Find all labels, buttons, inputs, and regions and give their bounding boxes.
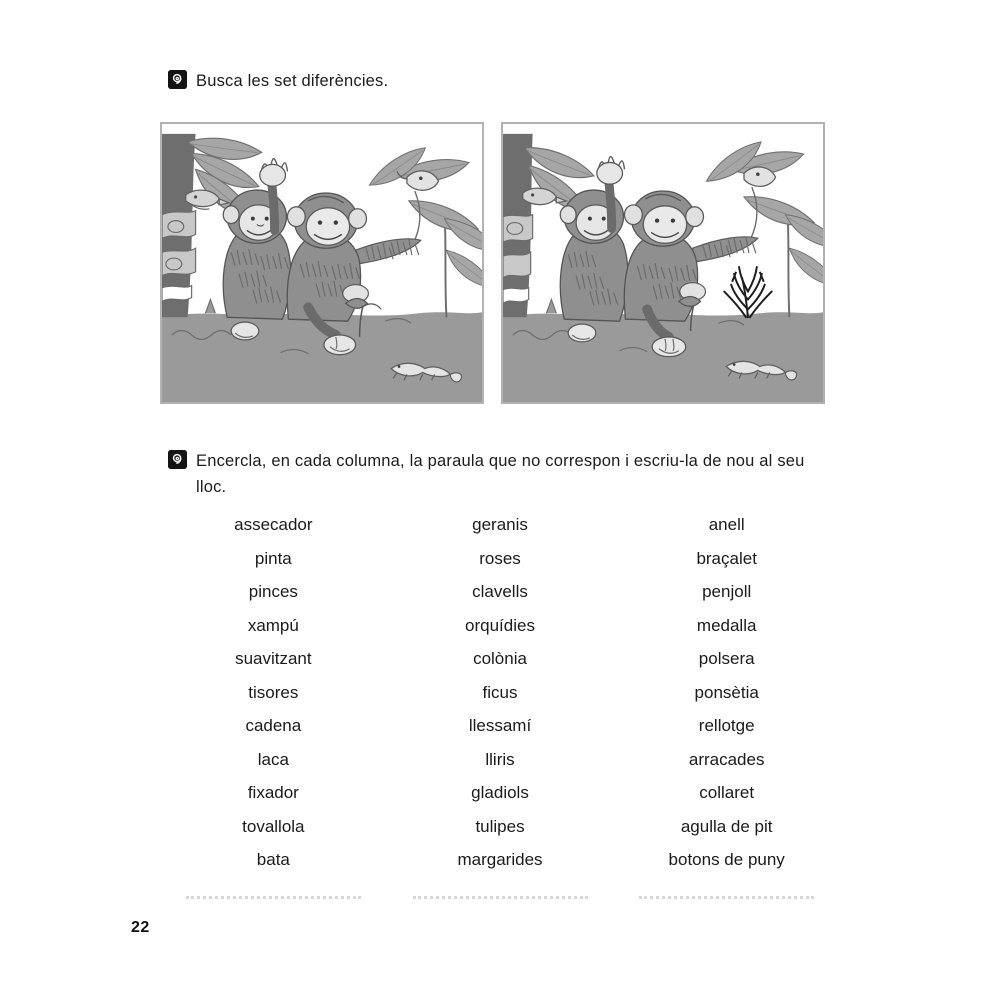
word-item[interactable]: collaret bbox=[699, 783, 755, 802]
page-number: 22 bbox=[131, 919, 150, 936]
word-item[interactable]: pinces bbox=[248, 582, 298, 601]
word-item[interactable]: gladiols bbox=[471, 783, 529, 802]
word-column-1 bbox=[160, 508, 387, 877]
word-item[interactable]: suavitzant bbox=[235, 649, 312, 668]
word-item[interactable]: medalla bbox=[696, 615, 757, 635]
word-item[interactable]: polsera bbox=[698, 649, 755, 668]
word-item[interactable]: lliris bbox=[485, 749, 515, 769]
word-item[interactable]: clavells bbox=[472, 582, 528, 601]
answer-slot-3 bbox=[613, 893, 840, 899]
spot-the-difference-illustration bbox=[160, 122, 825, 404]
word-item[interactable]: cadena bbox=[245, 716, 302, 735]
word-item[interactable]: tulipes bbox=[475, 816, 525, 836]
word-item[interactable]: arracades bbox=[688, 749, 765, 769]
word-item[interactable]: tisores bbox=[248, 682, 299, 702]
word-column-3 bbox=[613, 508, 840, 877]
exercise-2-heading bbox=[168, 448, 808, 500]
word-item[interactable]: roses bbox=[479, 548, 521, 568]
word-columns bbox=[160, 508, 840, 877]
spot-difference-panel-right bbox=[501, 122, 825, 404]
word-item[interactable]: penjoll bbox=[702, 582, 752, 601]
word-item[interactable]: ficus bbox=[482, 682, 518, 702]
numbered-marker-icon bbox=[168, 70, 187, 89]
answer-lines bbox=[160, 893, 840, 899]
word-item[interactable]: assecador bbox=[234, 515, 313, 534]
word-item[interactable]: anell bbox=[708, 515, 745, 534]
word-item[interactable]: xampú bbox=[247, 615, 299, 635]
word-item[interactable]: colònia bbox=[473, 649, 527, 668]
word-item[interactable]: margarides bbox=[457, 850, 543, 869]
exercise-1-heading bbox=[168, 68, 868, 94]
answer-line-column-2[interactable] bbox=[413, 893, 588, 899]
word-item[interactable]: pinta bbox=[254, 548, 292, 568]
word-item[interactable]: braçalet bbox=[696, 548, 757, 568]
word-item[interactable]: ponsètia bbox=[694, 682, 759, 702]
word-item[interactable]: orquídies bbox=[465, 615, 535, 635]
word-column-2 bbox=[387, 508, 614, 877]
spot-difference-panel-left bbox=[160, 122, 484, 404]
answer-slot-2 bbox=[387, 893, 614, 899]
numbered-marker-icon bbox=[168, 450, 187, 469]
word-item[interactable]: llessamí bbox=[468, 716, 532, 735]
answer-slot-1 bbox=[160, 893, 387, 899]
exercise-1-instruction: Busca les set diferències. bbox=[196, 72, 389, 90]
word-item[interactable]: geranis bbox=[472, 515, 528, 534]
word-item[interactable]: rellotge bbox=[698, 716, 755, 735]
word-item[interactable]: tovallola bbox=[242, 816, 305, 836]
word-item[interactable]: fixador bbox=[247, 783, 299, 802]
word-item[interactable]: botons de puny bbox=[668, 850, 785, 869]
exercise-2-instruction: Encercla, en cada columna, la paraula que no correspon i escriu-la de nou al seu lloc. bbox=[196, 452, 805, 496]
word-item[interactable]: bata bbox=[256, 850, 290, 869]
answer-line-column-1[interactable] bbox=[186, 893, 361, 899]
answer-line-column-3[interactable] bbox=[639, 893, 814, 899]
word-item[interactable]: agulla de pit bbox=[680, 816, 773, 836]
word-item[interactable]: laca bbox=[257, 749, 289, 769]
